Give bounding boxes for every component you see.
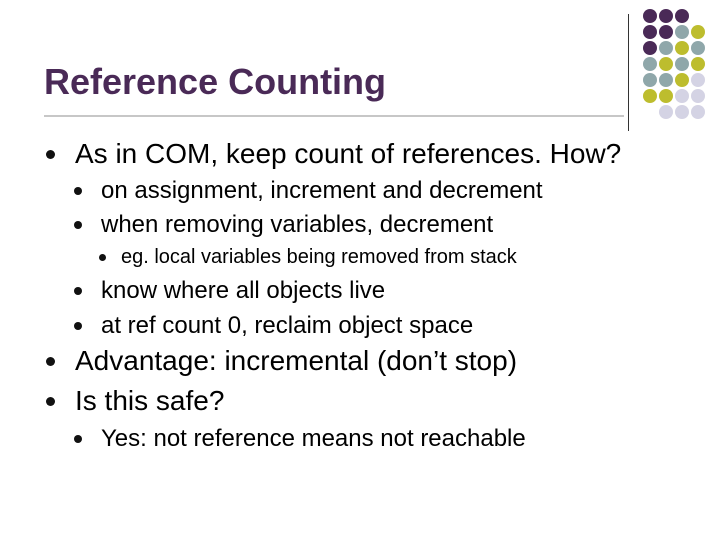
- bullet-item: [46, 345, 517, 377]
- bullet-marker: [46, 150, 55, 159]
- bullet-text: As in COM, keep count of references. How?: [75, 138, 622, 169]
- decorative-vertical-line: [628, 14, 629, 131]
- decor-dot: [675, 57, 689, 71]
- bullet-marker: [46, 397, 55, 406]
- decor-dot: [675, 73, 689, 87]
- bullet-text: Advantage: incremental (don’t stop): [75, 345, 518, 376]
- decor-dot: [675, 105, 689, 119]
- decor-dot: [691, 89, 705, 103]
- decor-dot: [691, 105, 705, 119]
- bullet-item: [74, 277, 385, 305]
- bullet-item: [99, 246, 517, 269]
- decor-dot: [691, 73, 705, 87]
- decor-dot: [643, 73, 657, 87]
- decor-dot: [659, 73, 673, 87]
- decor-dot: [643, 25, 657, 39]
- bullet-marker: [99, 254, 106, 261]
- title-divider: [44, 115, 624, 117]
- bullet-marker: [46, 357, 55, 366]
- decor-dot: [659, 89, 673, 103]
- decor-dot: [675, 89, 689, 103]
- decor-dot: [675, 25, 689, 39]
- decor-dot: [659, 25, 673, 39]
- bullet-text: know where all objects live: [101, 277, 386, 304]
- bullet-text: eg. local variables being removed from stack: [121, 246, 517, 268]
- bullet-text: Is this safe?: [75, 385, 225, 416]
- bullet-text: when removing variables, decrement: [101, 211, 494, 238]
- decor-dot: [643, 57, 657, 71]
- bullet-marker: [74, 287, 82, 295]
- decor-dot: [675, 41, 689, 55]
- bullet-item: [46, 385, 224, 417]
- decor-dot: [659, 9, 673, 23]
- bullet-marker: [74, 435, 82, 443]
- decor-dot: [659, 105, 673, 119]
- bullet-marker: [74, 221, 82, 229]
- decor-dot: [643, 9, 657, 23]
- bullet-text: on assignment, increment and decrement: [101, 177, 543, 204]
- bullet-item: [74, 177, 543, 205]
- decor-dot: [643, 41, 657, 55]
- bullet-text: Yes: not reference means not reachable: [101, 425, 526, 452]
- decor-dot: [659, 57, 673, 71]
- bullet-marker: [74, 187, 82, 195]
- decor-dot: [643, 89, 657, 103]
- decor-dot: [675, 9, 689, 23]
- bullet-marker: [74, 322, 82, 330]
- decor-dot: [691, 25, 705, 39]
- decor-dot: [691, 41, 705, 55]
- bullet-item: [74, 312, 473, 340]
- bullet-item: [74, 211, 493, 239]
- bullet-item: [74, 425, 526, 453]
- slide-title: Reference Counting: [44, 61, 387, 102]
- bullet-text: at ref count 0, reclaim object space: [101, 312, 474, 339]
- decor-dot: [659, 41, 673, 55]
- bullet-item: [46, 138, 621, 170]
- decor-dot: [691, 57, 705, 71]
